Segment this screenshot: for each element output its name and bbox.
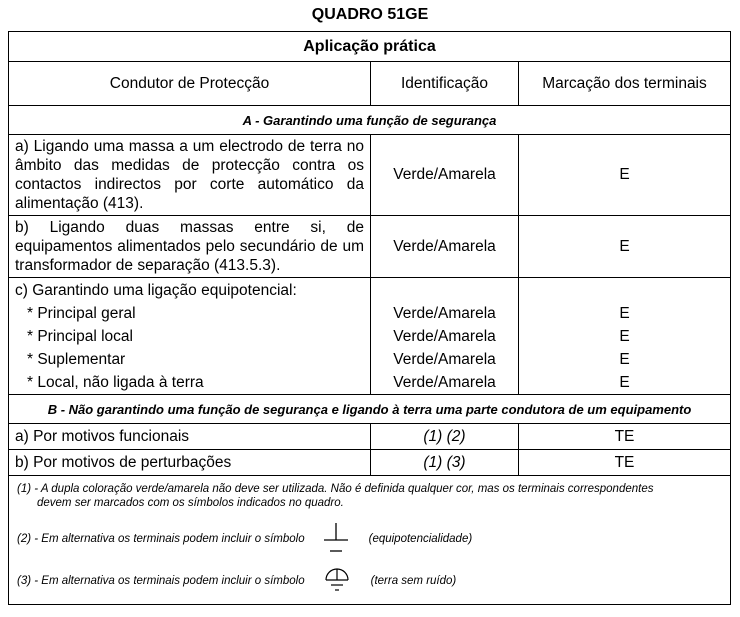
- section-a-heading: A - Garantindo uma função de segurança: [9, 106, 731, 135]
- footnote-2-text: (2) - Em alternativa os terminais podem incluir o símbolo: [17, 533, 305, 545]
- footnote-1-line-1: (1) - A dupla coloração verde/amarela não deve ser utilizada. Não é definida qualquer cor, mas os terminais correspondentes: [17, 483, 654, 495]
- protection-conductor-table: [8, 31, 731, 605]
- row-bb-marking: TE: [519, 450, 731, 476]
- row-ba-marking: TE: [519, 424, 731, 450]
- row-b-identification: Verde/Amarela: [371, 216, 519, 278]
- row-c-item-label: * Principal local: [27, 327, 133, 345]
- footnote-2-label: (equipotencialidade): [368, 533, 473, 545]
- row-c-item-label: * Local, não ligada à terra: [27, 373, 204, 391]
- table-row: [9, 216, 731, 278]
- row-c-marking: [519, 278, 731, 395]
- row-c-item-identification: Verde/Amarela: [393, 350, 496, 368]
- row-c-item-marking: E: [619, 350, 630, 368]
- section-b-heading: B - Não garantindo uma função de segurança e ligando à terra uma parte condutora de um equipamento: [9, 395, 731, 424]
- table-row: [9, 278, 731, 395]
- footnotes: [9, 476, 731, 605]
- row-bb-identification: (1) (3): [371, 450, 519, 476]
- row-ba-identification: (1) (2): [371, 424, 519, 450]
- noiseless-earth-symbol-icon: [323, 566, 351, 596]
- row-c-item-marking: E: [619, 327, 630, 345]
- row-c-identification: [371, 278, 519, 395]
- row-c-description: [9, 278, 371, 395]
- table-row: [9, 135, 731, 216]
- footnote-3-label: (terra sem ruído): [370, 575, 457, 587]
- row-c-header: c) Garantindo uma ligação equipotencial:: [15, 281, 297, 299]
- table-row: [9, 450, 731, 476]
- row-c-item-identification: Verde/Amarela: [393, 327, 496, 345]
- row-b-marking: E: [519, 216, 731, 278]
- row-c-item-marking: E: [619, 373, 630, 391]
- column-header-terminal-marking: Marcação dos terminais: [519, 62, 731, 106]
- row-c-item-identification: Verde/Amarela: [393, 304, 496, 322]
- row-c-item-marking: E: [619, 304, 630, 322]
- row-a-marking: E: [519, 135, 731, 216]
- table-row: [9, 424, 731, 450]
- row-a-identification: Verde/Amarela: [371, 135, 519, 216]
- footnote-1-line-2: devem ser marcados com os símbolos indicados no quadro.: [37, 497, 344, 509]
- table-header: Aplicação prática: [9, 32, 731, 62]
- footnote-3-text: (3) - Em alternativa os terminais podem incluir o símbolo: [17, 575, 305, 587]
- page-title: QUADRO 51GE: [311, 6, 429, 23]
- row-b-description: b) Ligando duas massas entre si, de equipamentos alimentados pelo secundário de um transformador de separação (413.5.3).: [9, 216, 371, 278]
- row-a-description: a) Ligando uma massa a um electrodo de terra no âmbito das medidas de protecção contra os contactos indirectos por corte automático da alimentação (413).: [9, 135, 371, 216]
- column-header-identification: Identificação: [371, 62, 519, 106]
- equipotential-symbol-icon: [323, 522, 349, 556]
- row-bb-description: b) Por motivos de perturbações: [9, 450, 371, 476]
- row-c-item-label: * Suplementar: [27, 350, 126, 368]
- column-header-conductor: Condutor de Protecção: [9, 62, 371, 106]
- row-c-item-identification: Verde/Amarela: [393, 373, 496, 391]
- row-ba-description: a) Por motivos funcionais: [9, 424, 371, 450]
- row-c-item-label: * Principal geral: [27, 304, 136, 322]
